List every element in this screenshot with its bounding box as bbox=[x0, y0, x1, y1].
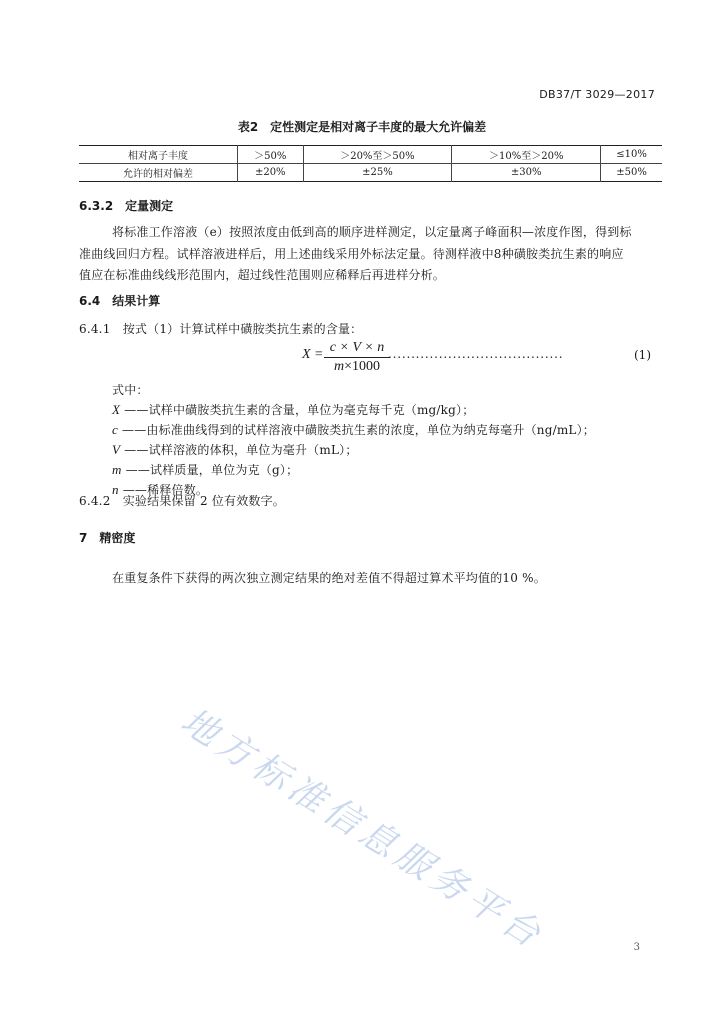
formula-numerator: c × V × n bbox=[329, 340, 385, 355]
page-number: 3 bbox=[633, 942, 640, 953]
variable-description: ——试样溶液的体积，单位为毫升（mL）； bbox=[120, 443, 358, 457]
paragraph-line: 将标准工作溶液（e）按照浓度由低到高的顺序进样测定，以定量离子峰面积—浓度作图，得到标 bbox=[112, 225, 632, 239]
variable-line bbox=[112, 461, 298, 478]
variable-symbol: n bbox=[112, 482, 119, 497]
variable-line bbox=[112, 401, 474, 418]
table-cell: ＞20%至＞50% bbox=[303, 146, 452, 164]
formula-intro: 6.4.1 按式（1）计算试样中磺胺类抗生素的含量： bbox=[79, 322, 363, 336]
variable-line bbox=[112, 441, 358, 458]
watermark: 地方标准信息服务平台 bbox=[173, 700, 552, 959]
section-heading-632: 6.3.2 定量测定 bbox=[79, 199, 174, 213]
section-heading-64: 6.4 结果计算 bbox=[79, 294, 161, 308]
where-label: 式中： bbox=[112, 383, 149, 397]
table-title: 表2 定性测定是相对离子丰度的最大允许偏差 bbox=[237, 120, 487, 134]
formula-fraction bbox=[324, 340, 390, 375]
paragraph-642: 6.4.2 实验结果保留 2 位有效数字。 bbox=[79, 494, 285, 508]
variable-symbol: c bbox=[112, 422, 118, 437]
variable-line bbox=[112, 421, 595, 438]
formula-den-rest: ×1000 bbox=[344, 359, 381, 374]
deviation-table bbox=[79, 145, 662, 182]
formula-denominator bbox=[324, 359, 390, 375]
table-cell: ±50% bbox=[601, 164, 662, 182]
variable-description: ——试样中磺胺类抗生素的含量，单位为毫克每千克（mg/kg）； bbox=[120, 403, 475, 417]
standard-code: DB37/T 3029—2017 bbox=[539, 88, 655, 101]
table-cell: ±30% bbox=[452, 164, 601, 182]
table-row bbox=[79, 164, 662, 182]
table-cell: 允许的相对偏差 bbox=[79, 164, 238, 182]
variable-description: ——由标准曲线得到的试样溶液中磺胺类抗生素的浓度，单位为纳克每毫升（ng/mL）； bbox=[117, 423, 596, 437]
formula-den-var: m bbox=[333, 359, 345, 374]
variable-description: ——稀释倍数。 bbox=[118, 483, 209, 497]
paragraph-line: 准曲线回归方程。试样溶液进样后，用上述曲线采用外标法定量。待测样液中8种磺胺类抗生素的响应 bbox=[79, 247, 624, 261]
table-cell: ±20% bbox=[238, 164, 304, 182]
table-cell: ＞10%至＞20% bbox=[452, 146, 601, 164]
table-row bbox=[79, 146, 662, 164]
paragraph-line: 值应在标准曲线线形范围内，超过线性范围则应稀释后再进样分析。 bbox=[79, 268, 446, 282]
variable-symbol: V bbox=[112, 442, 121, 457]
precision-paragraph: 在重复条件下获得的两次独立测定结果的绝对差值不得超过算术平均值的10 %。 bbox=[112, 571, 546, 585]
variable-description: ——试样质量，单位为克（g）； bbox=[121, 463, 299, 477]
formula-leader-dots: ...................................... bbox=[388, 347, 564, 361]
section-heading-7: 7 精密度 bbox=[79, 531, 136, 545]
variable-symbol: m bbox=[112, 462, 122, 477]
variable-symbol: X bbox=[112, 402, 121, 417]
table-cell: ＞50% bbox=[238, 146, 304, 164]
fraction-bar bbox=[324, 357, 390, 358]
table-cell: 相对离子丰度 bbox=[79, 146, 238, 164]
equation-number: (1) bbox=[634, 348, 651, 362]
table-cell: ±25% bbox=[303, 164, 452, 182]
formula-lhs: X = bbox=[302, 347, 324, 362]
table-cell: ≤10% bbox=[601, 146, 662, 164]
